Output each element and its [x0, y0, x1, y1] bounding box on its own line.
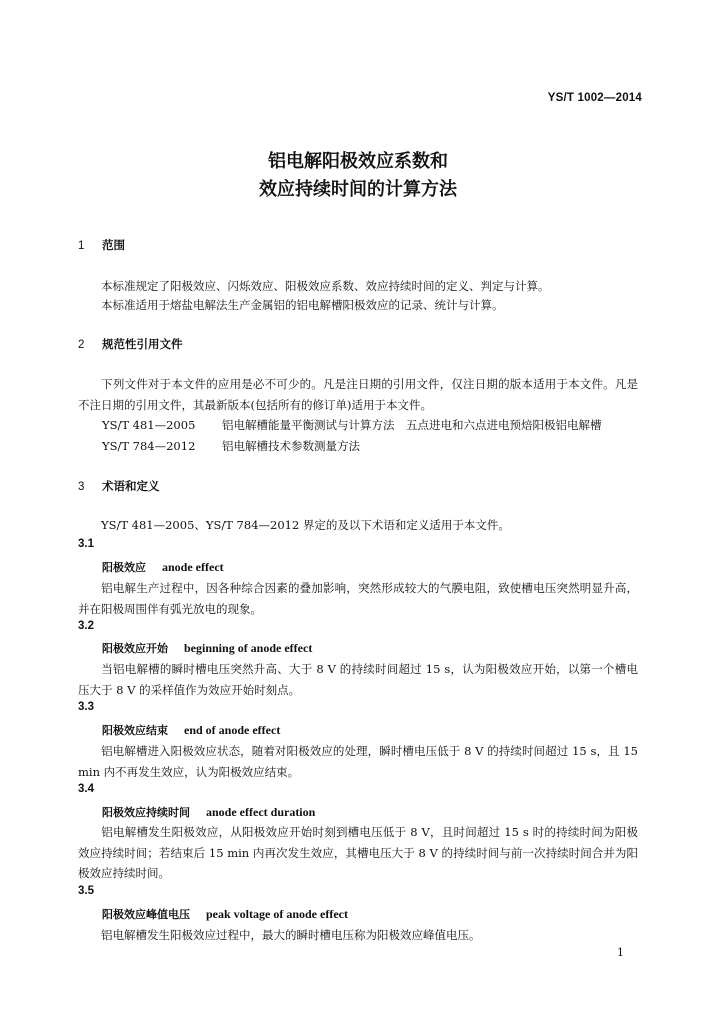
term-en: peak voltage of anode effect: [206, 907, 348, 921]
term-number: 3.4: [78, 783, 94, 795]
title-line-1: 铝电解阳极效应系数和: [268, 151, 448, 172]
term-heading: [102, 722, 280, 738]
reference-code: YS/T 784—2012: [102, 439, 196, 453]
term-en: anode effect: [162, 560, 224, 574]
term-definition: 铝电解槽发生阳极效应，从阳极效应开始时刻到槽电压低于 8 V，且时间超过 15 s 时的持续时间为阳极效应持续时间；若结束后 15 min 内再次发生效应，其槽电压大于 8 V 的持续时间与前一次持续时间合并为阳极效应持续时间。: [78, 825, 638, 880]
term-definition: 当铝电解槽的瞬时槽电压突然升高、大于 8 V 的持续时间超过 15 s，认为阳极效应开始，以第一个槽电压大于 8 V 的采样值作为效应开始时刻点。: [78, 662, 638, 697]
section-number: 3: [78, 481, 85, 493]
term-definition: 铝电解槽发生阳极效应过程中，最大的瞬时槽电压称为阳极效应峰值电压。: [101, 928, 481, 942]
term-en: end of anode effect: [184, 723, 281, 737]
term-en: anode effect duration: [206, 805, 316, 819]
scope-paragraph-2: 本标准适用于熔盐电解法生产金属铝的铝电解槽阳极效应的记录、统计与计算。: [101, 298, 504, 312]
term-heading: [102, 804, 315, 820]
reference-item: [102, 438, 360, 454]
section-1-heading: [78, 237, 125, 253]
standard-code: YS/T 1002—2014: [547, 92, 642, 104]
term-definition: 铝电解槽进入阳极效应状态，随着对阳极效应的处理，瞬时槽电压低于 8 V 的持续时间超过 15 s，且 15 min 内不再发生效应，认为阳极效应结束。: [78, 744, 638, 779]
title-line-2: 效应持续时间的计算方法: [259, 179, 457, 200]
term-en: beginning of anode effect: [184, 641, 313, 655]
term-heading: [102, 906, 348, 922]
section-2-heading: [78, 336, 183, 352]
term-cn: 阳极效应结束: [102, 724, 168, 737]
term-number: 3.1: [78, 538, 94, 550]
term-cn: 阳极效应峰值电压: [102, 908, 190, 921]
term-definition: 铝电解生产过程中，因各种综合因素的叠加影响，突然形成较大的气膜电阻，致使槽电压突然明显升高，并在阳极周围伴有弧光放电的现象。: [78, 581, 638, 616]
term-number: 3.5: [78, 885, 94, 897]
section-title: 规范性引用文件: [102, 337, 183, 351]
section-title: 范围: [102, 238, 125, 252]
normative-refs-intro: 下列文件对于本文件的应用是必不可少的。凡是注日期的引用文件，仅注日期的版本适用于本文件。凡是不注日期的引用文件，其最新版本(包括所有的修订单)适用于本文件。: [78, 377, 638, 412]
scope-paragraph-1: 本标准规定了阳极效应、闪烁效应、阳极效应系数、效应持续时间的定义、判定与计算。: [101, 279, 550, 293]
term-heading: [102, 559, 224, 575]
section-number: 2: [78, 339, 85, 351]
term-cn: 阳极效应持续时间: [102, 806, 190, 819]
term-number: 3.2: [78, 620, 94, 632]
section-3-heading: [78, 478, 160, 494]
terms-intro: YS/T 481—2005、YS/T 784—2012 界定的及以下术语和定义适用于本文件。: [101, 518, 510, 532]
reference-title: 铝电解槽能量平衡测试与计算方法 五点进电和六点进电预焙阳极铝电解槽: [222, 418, 602, 432]
reference-title: 铝电解槽技术参数测量方法: [222, 439, 360, 453]
section-number: 1: [78, 240, 85, 252]
section-title: 术语和定义: [102, 479, 160, 493]
term-cn: 阳极效应开始: [102, 642, 168, 655]
reference-code: YS/T 481—2005: [102, 418, 196, 432]
term-number: 3.3: [78, 701, 94, 713]
term-cn: 阳极效应: [102, 561, 146, 574]
term-heading: [102, 640, 312, 656]
page-number: 1: [617, 946, 624, 959]
reference-item: [102, 417, 602, 433]
document-title: [0, 148, 716, 204]
